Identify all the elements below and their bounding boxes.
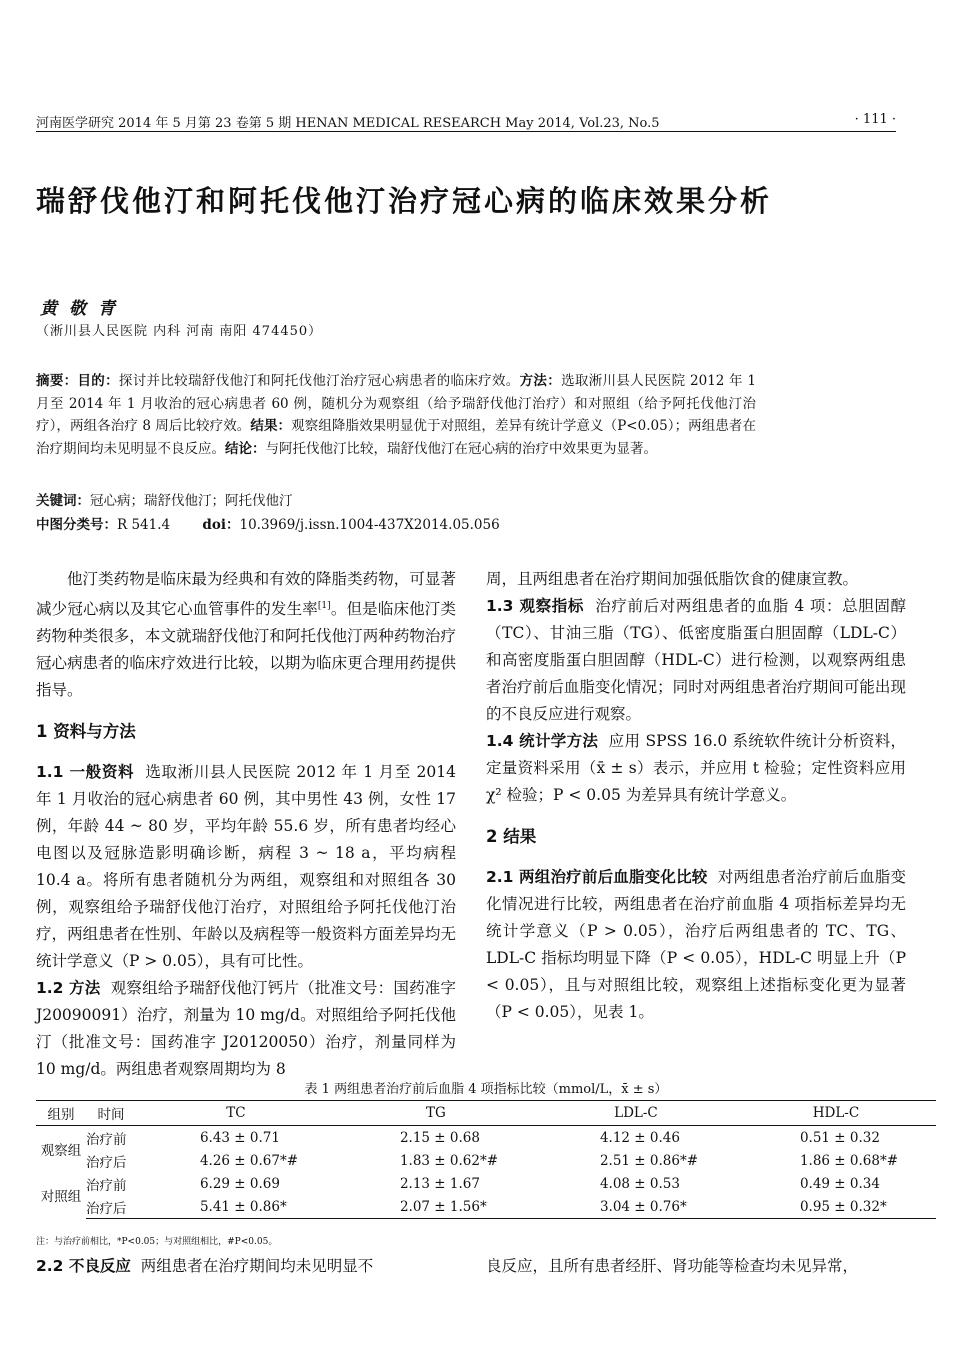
subsection-2-2-text: 两组患者在治疗期间均未见明显不	[140, 1257, 374, 1275]
subsection-2-2-continued: 良反应，且所有患者经肝、肾功能等检查均未见异常，	[486, 1257, 859, 1275]
col-header: LDL-C	[536, 1101, 736, 1126]
table-row	[36, 1126, 936, 1150]
journal-info: 河南医学研究 2014 年 5 月第 23 卷第 5 期 HENAN MEDICAL RESEARCH May 2014, Vol.23, No.5	[36, 116, 660, 131]
method-text: 选取淅川县人民医院 2012 年 1 月至 2014 年 1 月收治的冠心病患者 60 例，随机分为观察组（给予瑞舒伐他汀治疗）和对照组（给予阿托伐他汀治疗），两组各治疗 8 周后比较疗效。	[36, 373, 757, 434]
header-rule	[36, 131, 896, 132]
time-cell: 治疗后	[85, 1154, 127, 1171]
conclusion-text: 与阿托伐他汀比较，瑞舒伐他汀在冠心病的治疗中效果更为显著。	[265, 440, 657, 457]
keywords-text: 冠心病；瑞舒伐他汀；阿托伐他汀	[90, 493, 293, 509]
section-heading-2: 2 结果	[486, 827, 537, 846]
subsection-2-2	[36, 1254, 456, 1276]
running-head	[36, 112, 896, 131]
result-text: 观察组降脂效果明显优于对照组，差异有统计学意义（P<0.05）；两组患者在治疗期间均未见明显不良反应。	[36, 418, 757, 457]
clc-code: R 541.4	[117, 517, 171, 533]
ldl-cell: 2.51 ± 0.86*#	[599, 1152, 699, 1169]
subsection-1-2: 1.2 方法 观察组给予瑞舒伐他汀钙片（批准文号：国药准字 J20090091）治疗，剂量为 10 mg/d。对照组给予阿托伐他汀（批准文号：国药准字 J20120050）治疗，剂量同样为 10 mg/d。两组患者观察周期均为 8	[36, 979, 456, 1079]
table-caption: 表 1 两组患者治疗前后血脂 4 项指标比较（mmol/L，x̄ ± s）	[304, 1082, 668, 1097]
hdl-cell: 0.95 ± 0.32*	[736, 1195, 936, 1219]
subsection-1-4: 1.4 统计学方法 应用 SPSS 16.0 系统软件统计分析资料，定量资料采用（x̄ ± s）表示，并应用 t 检验；定性资料应用 χ² 检验；P < 0.05 为差异具有统计学意义。	[486, 732, 907, 804]
classification	[36, 513, 500, 533]
col-header: TC	[136, 1101, 336, 1126]
objective-text: 探讨并比较瑞舒伐他汀和阿托伐他汀治疗冠心病患者的临床疗效。	[118, 373, 520, 389]
doi-label: doi：	[202, 517, 240, 533]
table-note: 注：与治疗前相比，*P<0.05；与对照组相比，#P<0.05。	[36, 1237, 278, 1247]
table-header-row	[36, 1101, 936, 1126]
conclusion-label: 结论：	[225, 440, 266, 457]
body-column-left	[36, 566, 456, 1083]
lipid-table	[36, 1100, 936, 1219]
col-header: 组别	[36, 1101, 86, 1126]
tg-cell: 2.07 ± 1.56*	[336, 1195, 536, 1219]
doi-value: 10.3969/j.issn.1004-437X2014.05.056	[239, 517, 500, 533]
tc-cell: 4.26 ± 0.67*#	[199, 1152, 299, 1169]
keywords	[36, 489, 293, 509]
tc-cell: 5.41 ± 0.86*	[136, 1195, 336, 1219]
result-label: 结果：	[250, 418, 292, 434]
author: 黄 敬 青	[40, 299, 118, 319]
tc-cell: 6.43 ± 0.71	[199, 1129, 280, 1146]
ldl-cell: 3.04 ± 0.76*	[536, 1195, 736, 1219]
citation-ref[interactable]: [1]	[317, 601, 331, 611]
tg-cell: 2.13 ± 1.67	[399, 1175, 480, 1192]
body-column-right	[486, 566, 906, 1026]
abstract	[36, 370, 756, 460]
method-label: 方法：	[519, 373, 562, 389]
table-row	[36, 1195, 936, 1219]
intro-paragraph: 他汀类药物是临床最为经典和有效的降脂类药物，可显著减少冠心病以及其它心血管事件的发生率[1]。但是临床他汀类药物种类很多，本文就瑞舒伐他汀和阿托伐他汀两种药物治疗冠心病患者的临床疗效进行比较，以期为临床更合理用药提供指导。	[36, 570, 456, 700]
col-header: HDL-C	[736, 1101, 936, 1126]
subsection-2-2-label: 2.2 不良反应	[36, 1257, 131, 1275]
article-title: 瑞舒伐他汀和阿托伐他汀治疗冠心病的临床效果分析	[36, 184, 773, 218]
continued-text: 周，且两组患者在治疗期间加强低脂饮食的健康宣教。	[486, 570, 859, 588]
keywords-label: 关键词：	[36, 493, 90, 509]
hdl-cell: 0.49 ± 0.34	[799, 1175, 880, 1192]
group-cell: 观察组	[40, 1143, 82, 1159]
time-cell: 治疗后	[86, 1195, 136, 1219]
tg-cell: 2.15 ± 0.68	[399, 1129, 480, 1146]
tg-cell: 1.83 ± 0.62*#	[399, 1152, 499, 1169]
col-header: TG	[336, 1101, 536, 1126]
objective-label: 目的：	[77, 373, 119, 389]
page-number: · 111 ·	[854, 112, 896, 127]
col-header: 时间	[86, 1101, 136, 1126]
table-row	[36, 1172, 936, 1195]
tc-cell: 6.29 ± 0.69	[199, 1175, 280, 1192]
hdl-cell: 0.51 ± 0.32	[799, 1129, 880, 1146]
ldl-cell: 4.08 ± 0.53	[599, 1175, 680, 1192]
section-heading-1: 1 资料与方法	[36, 722, 136, 742]
abstract-label: 摘要：	[36, 373, 78, 389]
clc-label: 中图分类号：	[36, 517, 117, 533]
group-cell: 对照组	[40, 1189, 82, 1206]
hdl-cell: 1.86 ± 0.68*#	[799, 1152, 899, 1169]
affiliation: （淅川县人民医院 内科 河南 南阳 474450）	[36, 324, 323, 339]
time-cell: 治疗前	[85, 1131, 127, 1148]
subsection-2-1: 2.1 两组治疗前后血脂变化比较 对两组患者治疗前后血脂变化情况进行比较，两组患者在治疗前血脂 4 项指标差异均无统计学意义（P > 0.05），治疗后两组患者的 TC、TG、LDL-C 指标均明显下降（P < 0.05），HDL-C 明显上升（P < 0.05），且与对照组比较，观察组上述指标变化更为显著（P < 0.05），见表 1。	[486, 868, 906, 1021]
table-row	[36, 1149, 936, 1172]
time-cell: 治疗前	[85, 1177, 127, 1194]
ldl-cell: 4.12 ± 0.46	[599, 1129, 680, 1146]
subsection-1-1: 1.1 一般资料 选取淅川县人民医院 2012 年 1 月至 2014 年 1 月收治的冠心病患者 60 例，其中男性 43 例，女性 17 例，年龄 44 ~ 80 岁，平均年龄 55.6 岁，所有患者均经心电图以及冠脉造影明确诊断，病程 3 ~ 18 a，平均病程 10.4 a。将所有患者随机分为两组，观察组和对照组各 30 例，观察组给予瑞舒伐他汀治疗，对照组给予阿托伐他汀治疗，两组患者在性别、年龄以及病程等一般资料方面差异均无统计学意义（P > 0.05），具有可比性。	[36, 763, 457, 971]
subsection-1-3: 1.3 观察指标 治疗前后对两组患者的血脂 4 项：总胆固醇（TC）、甘油三脂（TG）、低密度脂蛋白胆固醇（LDL-C）和高密度脂蛋白胆固醇（HDL-C）进行检测，以观察两组患者治疗前后血脂变化情况；同时对两组患者治疗期间可能出现的不良反应进行观察。	[486, 597, 907, 723]
